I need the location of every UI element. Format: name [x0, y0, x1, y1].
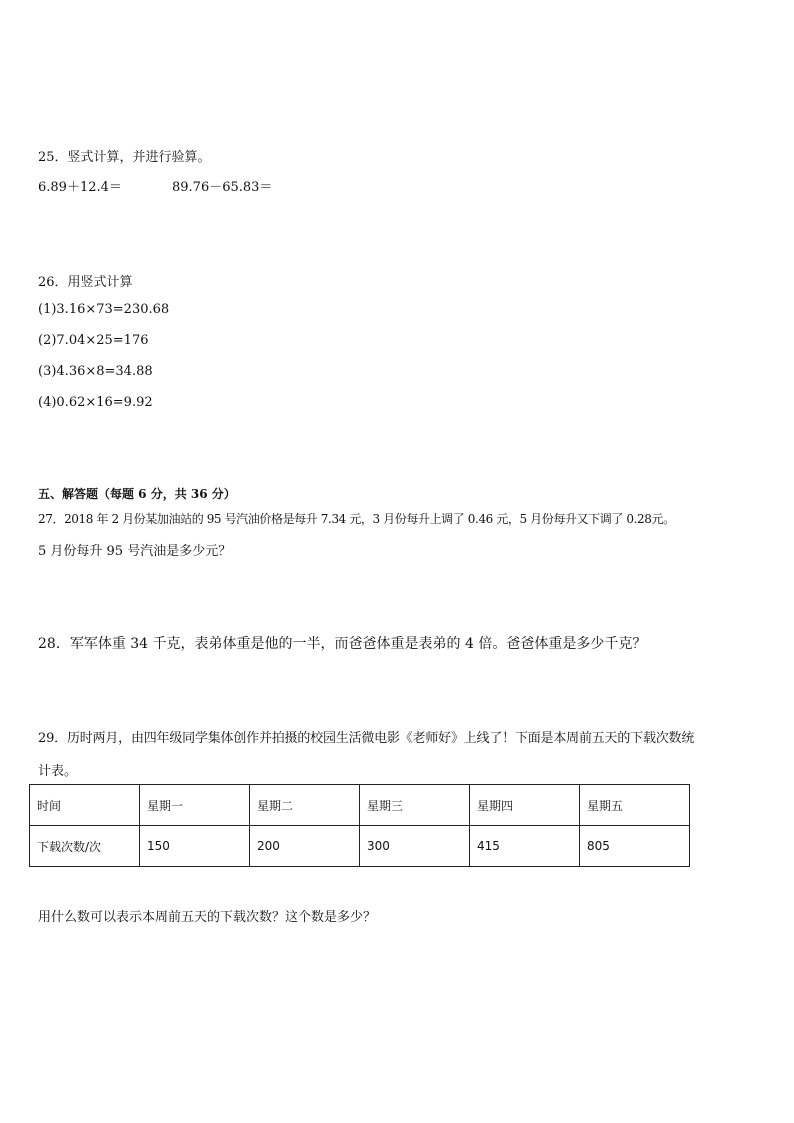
- table-cell: 200: [250, 826, 360, 867]
- q26-title: 26．用竖式计算: [38, 275, 133, 290]
- section-5-heading: 五、解答题（每题 6 分，共 36 分）: [38, 487, 236, 501]
- q28-text: 28．军军体重 34 千克，表弟体重是他的一半，而爸爸体重是表弟的 4 倍。爸爸体重是多少千克？: [38, 636, 647, 652]
- q26-item-3: (3)4.36×8=34.88: [38, 364, 153, 379]
- q26-item-4: (4)0.62×16=9.92: [38, 395, 153, 410]
- q25-expr-1: 6.89＋12.4＝: [38, 180, 122, 195]
- q26-item-2: (2)7.04×25=176: [38, 333, 149, 348]
- q25-expr-2: 89.76－65.83＝: [172, 180, 273, 195]
- q27-line-2: 5 月份每升 95 号汽油是多少元？: [38, 544, 232, 559]
- table-row: [30, 826, 690, 867]
- table-header-row: [30, 785, 690, 826]
- q25-title: 25．竖式计算，并进行验算。: [38, 150, 211, 165]
- download-count-table: [29, 784, 690, 867]
- table-cell: 415: [470, 826, 580, 867]
- q27-line-1: 27．2018 年 2 月份某加油站的 95 号汽油价格是每升 7.34 元，3 月份每升上调了 0.46 元，5 月份每升又下调了 0.28元。: [38, 512, 675, 526]
- table-cell: 星期二: [250, 785, 360, 826]
- table-cell: 星期四: [470, 785, 580, 826]
- q26-item-1: (1)3.16×73=230.68: [38, 302, 170, 317]
- q29-line-1: 29．历时两月，由四年级同学集体创作并拍摄的校园生活微电影《老师好》上线了！下面是本周前五天的下载次数统: [38, 731, 695, 746]
- table-cell: 150: [140, 826, 250, 867]
- table-cell: 下载次数/次: [30, 826, 140, 867]
- q29-question: 用什么数可以表示本周前五天的下载次数？这个数是多少？: [38, 910, 377, 925]
- q29-line-2: 计表。: [38, 764, 78, 779]
- table-cell: 300: [360, 826, 470, 867]
- table-cell: 星期五: [580, 785, 690, 826]
- table-cell: 星期三: [360, 785, 470, 826]
- table-cell: 805: [580, 826, 690, 867]
- table-cell: 时间: [30, 785, 140, 826]
- table-cell: 星期一: [140, 785, 250, 826]
